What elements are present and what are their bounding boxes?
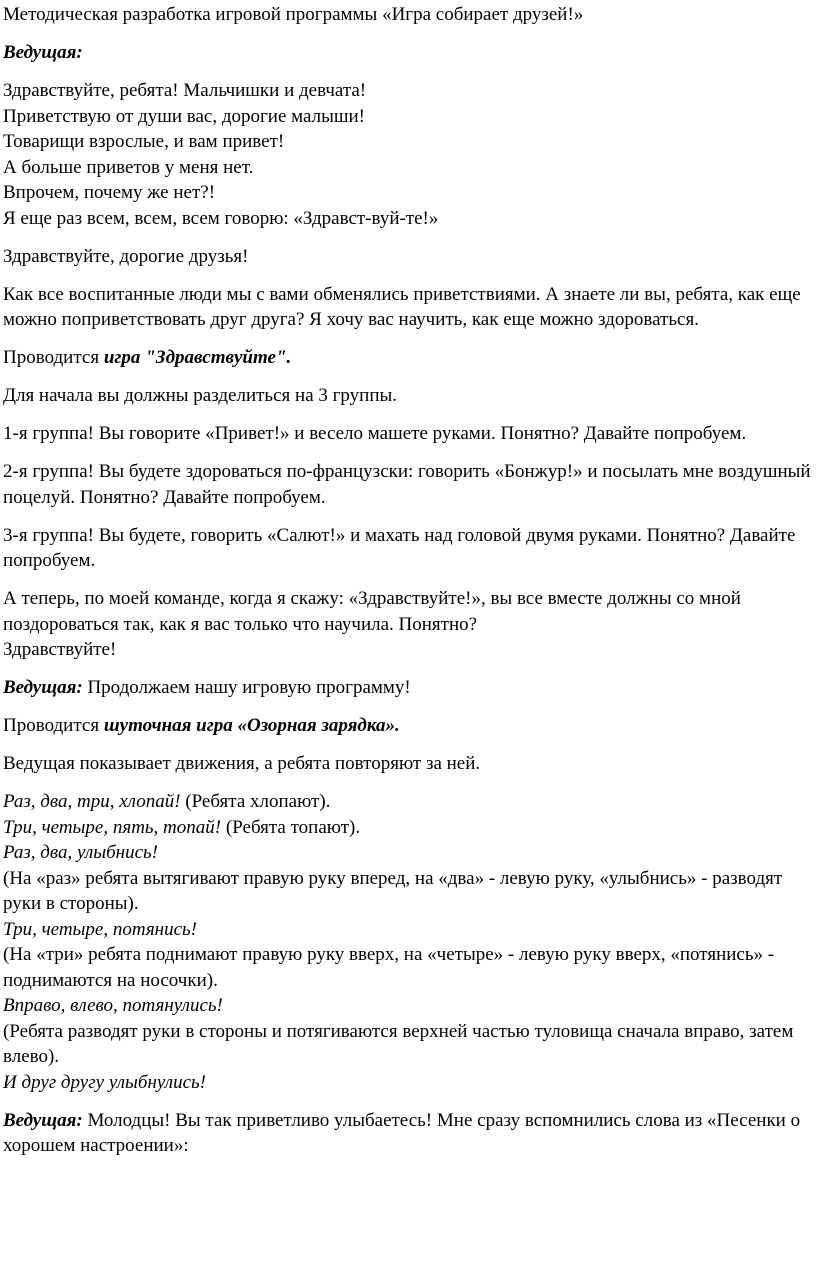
group1-paragraph: 1-я группа! Вы говорите «Привет!» и весело машете руками. Понятно? Давайте попробуем.: [3, 423, 747, 444]
poem-line: Я еще раз всем, всем, всем говорю: «Здравст-вуй-те!»: [3, 207, 439, 229]
doc-title: Методическая разработка игровой программы «Игра собирает друзей!»: [3, 4, 584, 25]
game2-name: шуточная игра «Озорная зарядка».: [103, 715, 400, 736]
command-paragraph: [3, 586, 812, 663]
game2-paragraph: [3, 713, 812, 739]
shows-paragraph: Ведущая показывает движения, а ребята повторяют за ней.: [3, 753, 481, 774]
exercise-line: Три, четыре, пять, топай! (Ребята топают).: [3, 816, 361, 838]
exercise-note: (На «раз» ребята вытягивают правую руку вперед, на «два» - левую руку, «улыбнись» - разводят руки в стороны).: [3, 867, 783, 914]
game1-name: игра "Здравствуйте".: [103, 347, 292, 368]
continue-label: Ведущая:: [3, 677, 83, 698]
exercise-line: Вправо, влево, потянулись!: [3, 995, 223, 1016]
exercise-line: Раз, два, улыбнись!: [3, 842, 158, 863]
split-paragraph: Для начала вы должны разделиться на 3 группы.: [3, 385, 398, 406]
welcome-poem: [3, 78, 812, 231]
exercise-note: (На «три» ребята поднимают правую руку вверх, на «четыре» - левую руку вверх, «потянись» - поднимаются на носочки).: [3, 944, 775, 991]
continue-text: Продолжаем нашу игровую программу!: [82, 677, 411, 698]
exercise-block: [3, 789, 812, 1095]
host-heading: Ведущая:: [3, 42, 83, 63]
final-paragraph: [3, 1108, 812, 1159]
greeting-paragraph: Здравствуйте, дорогие друзья!: [3, 245, 249, 267]
exercise-note: (Ребята разводят руки в стороны и потягиваются верхней частью туловища сначала вправо, затем влево).: [3, 1020, 794, 1067]
group3-paragraph: 3-я группа! Вы будете, говорить «Салют!» и махать над головой двумя руками. Понятно? Давайте попробуем.: [3, 524, 796, 571]
exercise-line: И друг другу улыбнулись!: [3, 1071, 206, 1093]
intro-paragraph: Как все воспитанные люди мы с вами обменялись приветствиями. А знаете ли вы, ребята, как еще можно поприветствовать друг друга? Я хочу вас научить, как еще можно здороваться.: [3, 283, 801, 330]
poem-line: Товарищи взрослые, и вам привет!: [3, 131, 285, 152]
command-end: Здравствуйте!: [3, 639, 117, 660]
poem-line: Здравствуйте, ребята! Мальчишки и девчата!: [3, 80, 367, 101]
final-label: Ведущая:: [3, 1109, 83, 1131]
group2-paragraph: 2-я группа! Вы будете здороваться по-французски: говорить «Бонжур!» и посылать мне воздушный поцелуй. Понятно? Давайте попробуем.: [3, 461, 811, 508]
final-text: Молодцы! Вы так приветливо улыбаетесь! Мне сразу вспомнились слова из «Песенки о хорошем настроении»:: [3, 1109, 801, 1156]
game2-prefix: Проводится: [3, 715, 104, 736]
exercise-line: Раз, два, три, хлопай! (Ребята хлопают).: [3, 791, 331, 812]
exercise-line: Три, четыре, потянись!: [3, 918, 197, 940]
poem-line: А больше приветов у меня нет.: [3, 156, 254, 178]
command-text: А теперь, по моей команде, когда я скажу: «Здравствуйте!», вы все вместе должны со мной поздороваться так, как я вас только что научила. Понятно?: [3, 588, 741, 635]
game1-prefix: Проводится: [3, 347, 104, 368]
poem-line: Впрочем, почему же нет?!: [3, 182, 216, 203]
game1-paragraph: [3, 345, 812, 371]
poem-line: Приветствую от души вас, дорогие малыши!: [3, 105, 366, 127]
continue-paragraph: [3, 675, 812, 701]
